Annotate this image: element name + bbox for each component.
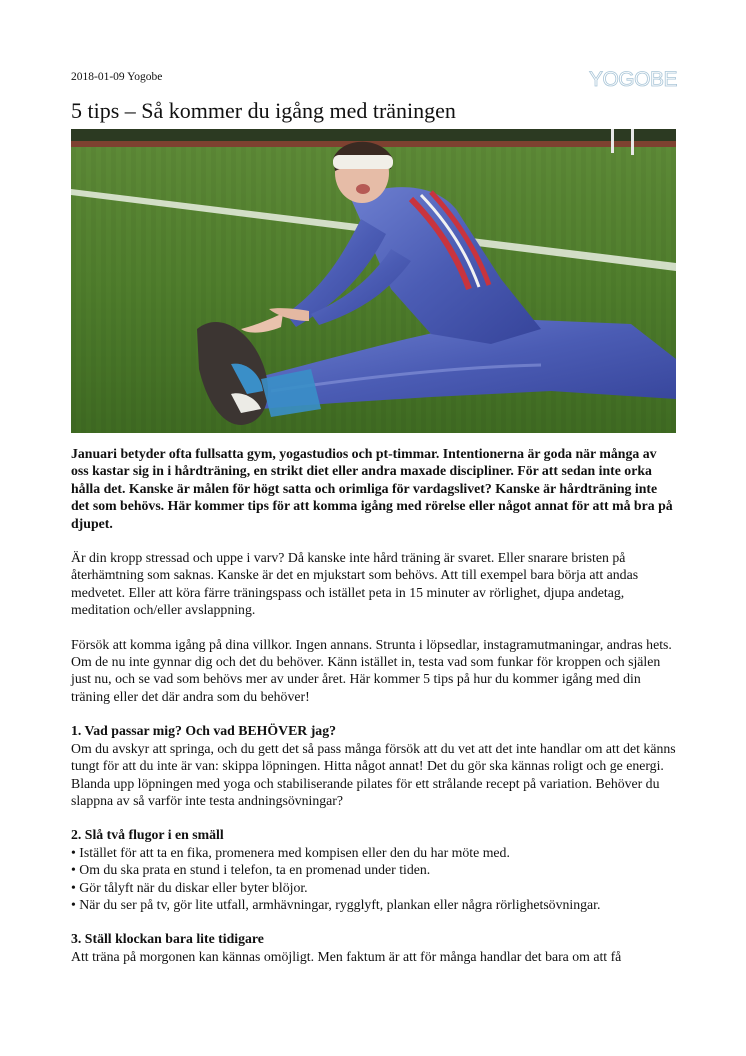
article-body xyxy=(71,445,677,982)
list-item: • När du ser på tv, gör lite utfall, armhävningar, rygglyft, plankan eller några rörlighetsövningar. xyxy=(71,896,677,913)
yogobe-logo[interactable]: YOGOBE xyxy=(588,68,677,91)
date-source: 2018-01-09 Yogobe xyxy=(71,71,163,83)
article-title: 5 tips – Så kommer du igång med träningen xyxy=(71,98,456,123)
hero-photo xyxy=(71,129,676,433)
list-item: • Istället för att ta en fika, promenera med kompisen eller den du har möte med. xyxy=(71,844,677,861)
lead-paragraph: Januari betyder ofta fullsatta gym, yogastudios och pt-timmar. Intentionerna är goda när många av oss kastar sig in i hårdträning, en strikt diet eller andra maxade discipliner. För att sedan inte orka hålla det. Kanske är målen för högt satta och orimliga för vardagslivet? Kanske är hårdträning inte det som behövs. Här kommer tips för att komma igång med rörelse eller något annat för att må bra på djupet. xyxy=(71,446,673,531)
section-heading: 1. Vad passar mig? Och vad BEHÖVER jag? xyxy=(71,723,337,739)
list-item: • Gör tålyft när du diskar eller byter blöjor. xyxy=(71,879,677,896)
paragraph: Är din kropp stressad och uppe i varv? Då kanske inte hård träning är svaret. Eller snarare bristen på återhämtning som saknas. Kanske är det en mjukstart som behövs. Att till exempel bara börja att andas medvetet. Eller att köra färre träningspass och istället peta in 15 minuter av rörlighet, djupa andetag, meditation och/eller avslappning. xyxy=(71,550,639,618)
stretching-woman-image xyxy=(71,129,676,433)
section-text: Om du avskyr att springa, och du gett det så pass många försök att du vet att det inte handlar om att det känns tungt för att du inte är van: skippa löpningen. Hitta något annat! Det du gör ska kännas roligt och ge energi. Blanda upp löpningen med yoga och stabiliserande pilates för ett strålande recept på variation. Behöver du slappna av så varför inte testa andningsövningar? xyxy=(71,740,676,808)
tips-list xyxy=(71,844,677,914)
section-heading: 2. Slå två flugor i en smäll xyxy=(71,827,224,843)
list-item: • Om du ska prata en stund i telefon, ta en promenad under tiden. xyxy=(71,861,677,878)
section-heading: 3. Ställ klockan bara lite tidigare xyxy=(71,931,264,947)
paragraph: Försök att komma igång på dina villkor. Ingen annans. Strunta i löpsedlar, instagramutmaningar, andras hets. Om de nu inte gynnar dig och det du behöver. Känn istället in, testa vad som funkar för kroppen och själen just nu, och se vad som behövs mer av under året. Här kommer 5 tips på hur du kommer igång med din träning eller det där andra som du behöver! xyxy=(71,636,672,704)
section-text: Att träna på morgonen kan kännas omöjligt. Men faktum är att för många handlar det bara om att få xyxy=(71,948,622,964)
